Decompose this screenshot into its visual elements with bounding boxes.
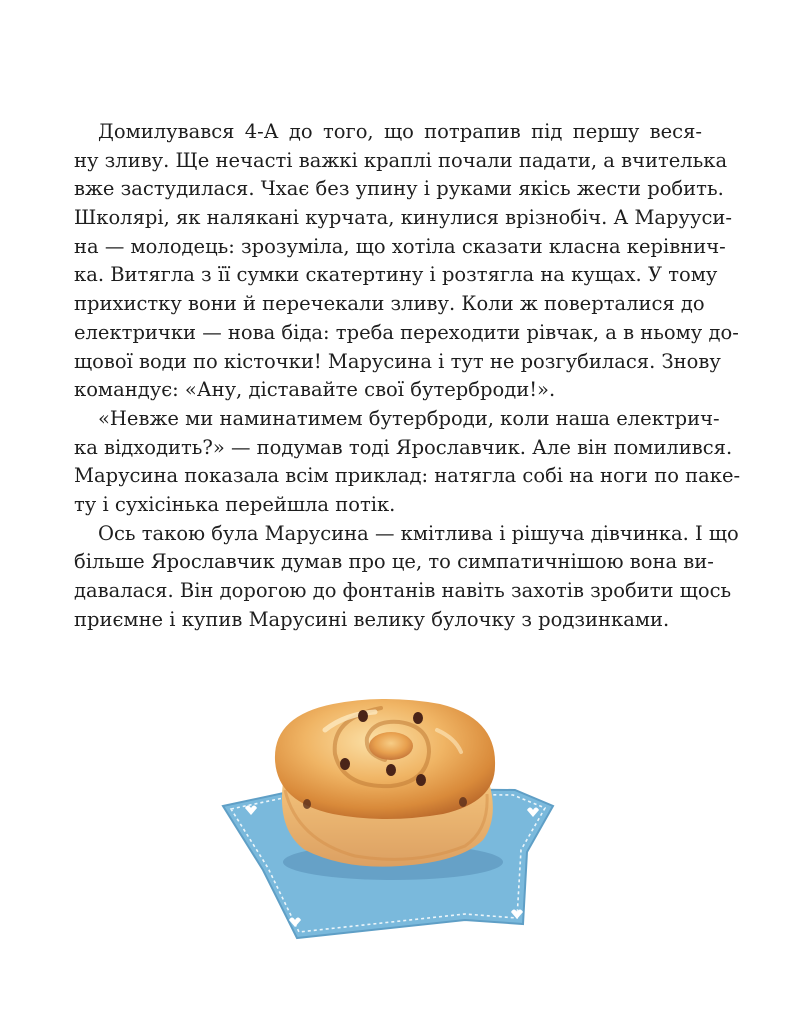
text-line: давалася. Він дорогою до фонтанів навіть захотів зробити щось	[74, 579, 732, 602]
text-line: ка відходить?» — подумав тоді Ярославчик. Але він помилився.	[74, 435, 733, 459]
text-line: електрички — нова біда: треба переходити рівчак, а в ньому до-	[74, 320, 739, 344]
text-line: ну зливу. Ще нечасті важкі краплі почали падати, а вчителька	[74, 148, 728, 172]
text-line: ка. Витягла з її сумки скатертину і розтягла на кущах. У тому	[74, 263, 718, 287]
text-line: Домилувався 4-А до того, що потрапив під першу веся-	[98, 120, 702, 143]
text-line: щової води по кісточки! Марусина і тут не розгубилася. Знову	[74, 349, 721, 373]
text-line: більше Ярославчик думав про це, то симпатичнішою вона ви-	[74, 550, 714, 574]
text-line: прихистку вони й перечекали зливу. Коли ж поверталися до	[74, 292, 705, 316]
text-line: вже застудилася. Чхає без упину і руками якісь жести робить.	[74, 177, 724, 201]
bun-shape	[275, 699, 495, 867]
bun-illustration	[215, 690, 575, 950]
text-line: командує: «Ану, діставайте свої бутерброди!».	[74, 378, 556, 402]
text-line: ту і сухісінька перейшла потік.	[74, 492, 396, 516]
paragraph-2	[74, 405, 741, 520]
story-text	[74, 118, 741, 634]
paragraph-3	[74, 520, 739, 635]
text-line: на — молодець: зрозуміла, що хотіла сказати класна керівнич-	[74, 234, 726, 258]
paragraph-1	[74, 118, 739, 405]
text-line: Ось такою була Марусина — кмітлива і рішуча дівчинка. І що	[98, 521, 739, 545]
text-line: Школярі, як налякані курчата, кинулися врізнобіч. А Марууси-	[74, 206, 732, 230]
text-line: приємне і купив Марусині велику булочку з родзинками.	[74, 607, 670, 631]
text-line: «Невже ми наминатимем бутерброди, коли наша електрич-	[98, 406, 720, 430]
text-line: Марусина показала всім приклад: натягла собі на ноги по паке-	[74, 464, 741, 488]
